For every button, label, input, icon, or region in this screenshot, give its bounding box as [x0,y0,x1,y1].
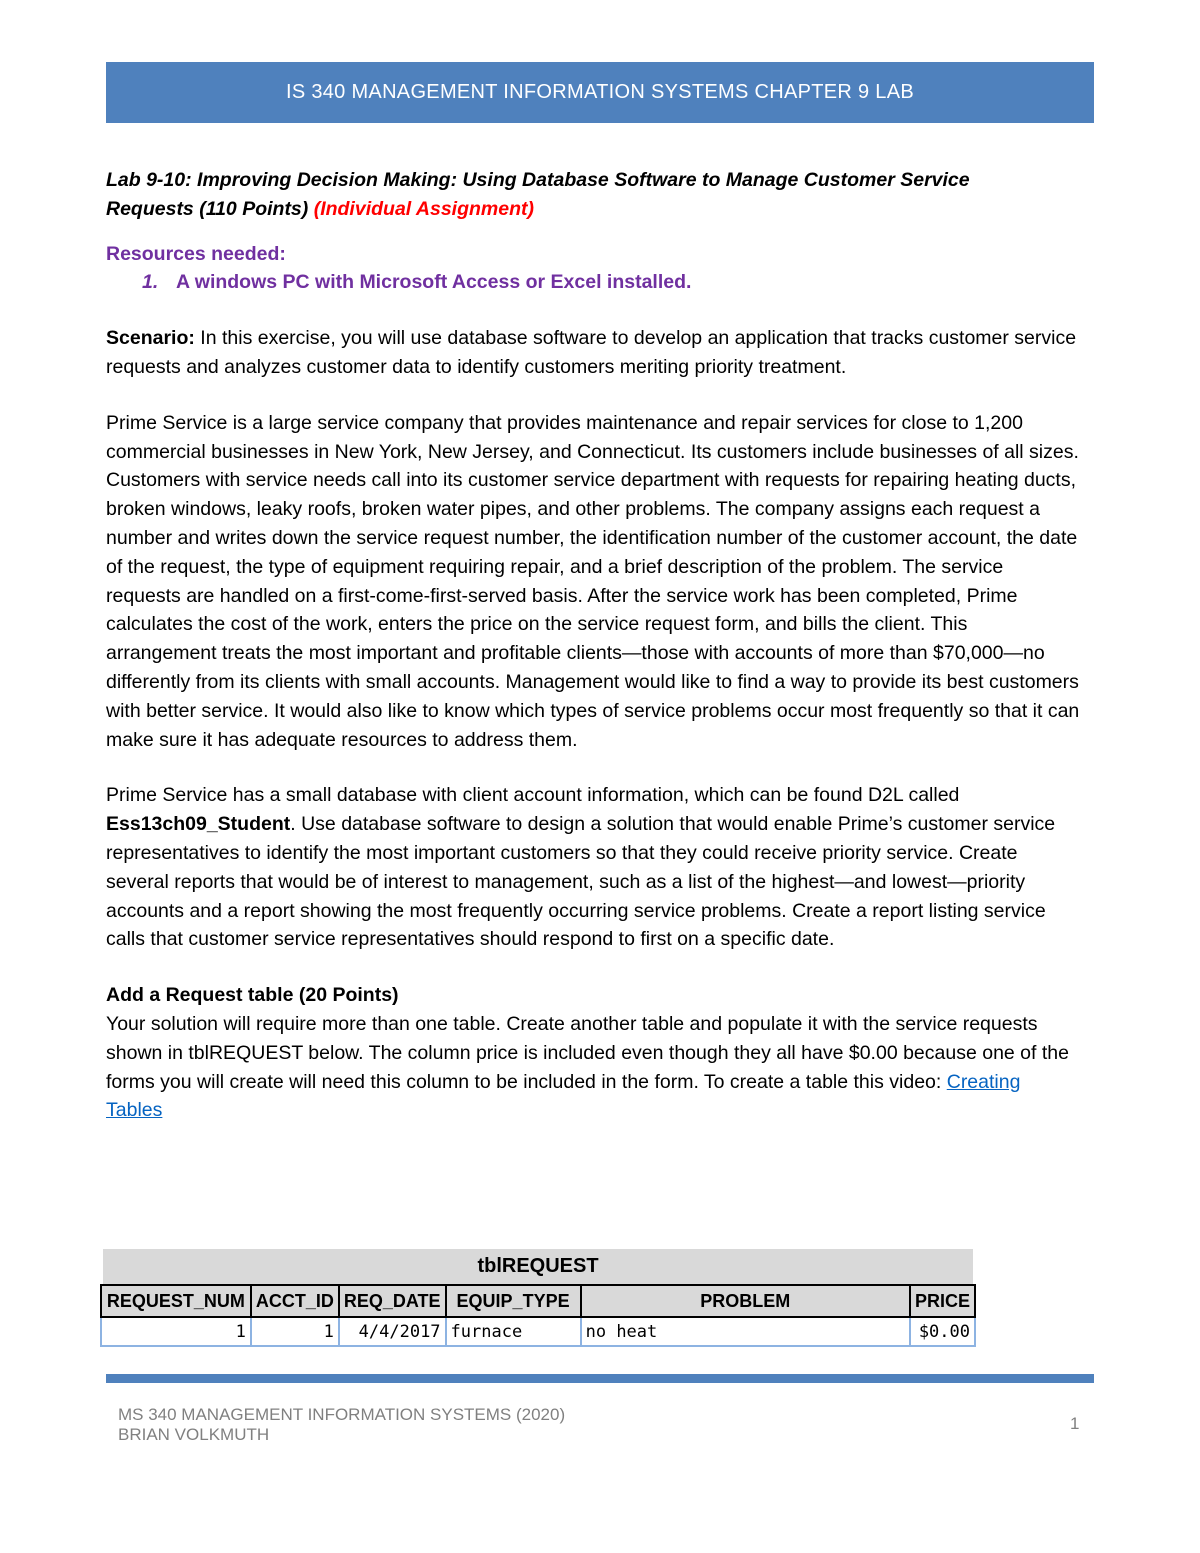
column-header: REQUEST_NUM [101,1285,251,1317]
resource-item-number: 1. [142,271,159,294]
table-cell: no heat [581,1317,910,1346]
database-paragraph [106,781,1081,954]
footer-divider [106,1374,1094,1383]
column-header: PROBLEM [581,1285,910,1317]
scenario-paragraph [106,324,1081,382]
database-paragraph-after: . Use database software to design a solution that would enable Prime’s customer service representatives to identify the most important customers so that they could receive priority service. Create several reports that would be of interest to management, such as a list of the highest—and lowest—priority accounts and a report showing the most frequently occurring service problems. Create a report listing service calls that customer service representatives should respond to first on a specific date. [106,813,1056,951]
lab-title [106,166,1081,224]
scenario-text: In this exercise, you will use database software to develop an application that tracks customer service requests and analyzes customer data to identify customers meriting priority treatment. [106,327,1077,378]
footer-author: BRIAN VOLKMUTH [118,1425,270,1444]
column-header: EQUIP_TYPE [446,1285,581,1317]
request-table-wrapper [100,1249,976,1347]
resource-item [142,268,1081,297]
company-paragraph: Prime Service is a large service company that provides maintenance and repair services for close to 1,200 commercial businesses in New York, New Jersey, and Connecticut. Its customers include businesses of all sizes. Customers with service needs call into its customer service department with requests for repairing heating ducts, broken windows, leaky roofs, broken water pipes, and other problems. The company assigns each request a number and writes down the service request number, the identification number of the customer account, the date of the request, the type of equipment requiring repair, and a brief description of the problem. The service requests are handled on a first-come-first-served basis. After the service work has been completed, Prime calculates the cost of the work, enters the price on the service request form, and bills the client. This arrangement treats the most important and profitable clients—those with accounts of more than $70,000—no differently from its clients with small accounts. Management would like to find a way to provide its best customers with better service. It would also like to know which types of service problems occur most frequently so that it can make sure it has adequate resources to address them. [106,411,1080,751]
table-cell: 4/4/2017 [339,1317,446,1346]
footer-course: MS 340 MANAGEMENT INFORMATION SYSTEMS (2020) [118,1405,566,1424]
request-section-paragraph [106,1010,1081,1125]
database-paragraph-before: Prime Service has a small database with client account information, which can be found D2L called [106,784,960,807]
column-header: ACCT_ID [251,1285,339,1317]
table-row [101,1317,975,1346]
footer-text [118,1405,565,1445]
request-section-text: Your solution will require more than one table. Create another table and populate it with the service requests shown in tblREQUEST below. The column price is included even though they all have $0.00 because one of the forms you will create will need this column to be included in the form. To create a table this video: [106,1012,1069,1093]
resources-heading: Resources needed: [106,242,286,265]
request-section-heading: Add a Request table (20 Points) [106,984,399,1007]
individual-assignment-label: (Individual Assignment) [313,197,534,220]
table-cell: furnace [446,1317,581,1346]
document-body [106,166,1081,1125]
table-header-row [101,1285,975,1317]
lab-title-line1: Lab 9-10: Improving Decision Making: Using Database Software to Manage Customer Service [106,169,970,191]
column-header: REQ_DATE [339,1285,446,1317]
page-number: 1 [1070,1414,1080,1433]
request-table [100,1284,976,1347]
creating-tables-link[interactable]: Creating Tables [106,1070,1021,1122]
header-band [106,62,1094,123]
database-filename: Ess13ch09_Student [106,813,291,836]
resource-item-text: A windows PC with Microsoft Access or Excel installed. [176,271,692,294]
lab-title-line2: Requests (110 Points) [106,197,314,220]
scenario-label: Scenario: [106,327,195,350]
column-header: PRICE [910,1285,975,1317]
table-cell: 1 [251,1317,339,1346]
table-cell: $0.00 [910,1317,975,1346]
table-cell: 1 [101,1317,251,1346]
header-title: IS 340 MANAGEMENT INFORMATION SYSTEMS CHAPTER 9 LAB [285,81,914,103]
table-title: tblREQUEST [103,1249,973,1284]
